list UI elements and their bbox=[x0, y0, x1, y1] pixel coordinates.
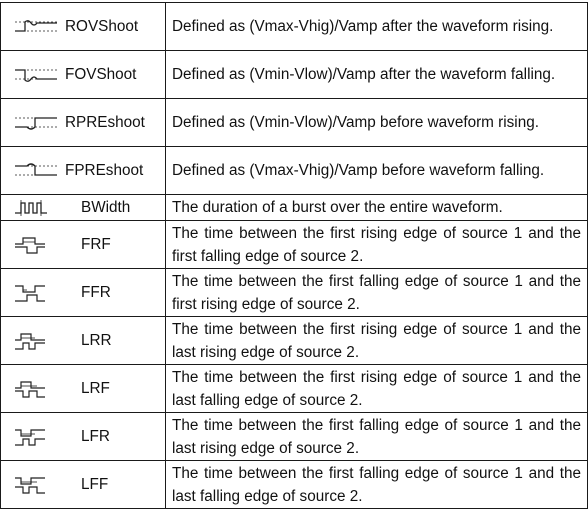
measurement-label: LFF bbox=[81, 475, 109, 493]
measurement-description: The duration of a burst over the entire waveform. bbox=[166, 195, 588, 221]
table-row bbox=[1, 317, 588, 365]
measurement-label: FRF bbox=[81, 235, 111, 253]
measurement-description: Defined as (Vmin-Vlow)/Vamp after the waveform falling. bbox=[166, 51, 588, 99]
burst-width-icon bbox=[13, 198, 59, 218]
measurement-label: LRR bbox=[81, 331, 112, 349]
measurement-description: Defined as (Vmin-Vlow)/Vamp before waveform rising. bbox=[166, 99, 588, 147]
measurement-label: BWidth bbox=[81, 198, 131, 216]
table-row bbox=[1, 413, 588, 461]
table-row bbox=[1, 99, 588, 147]
rising-overshoot-icon bbox=[13, 17, 59, 37]
name-cell bbox=[1, 51, 166, 99]
measurement-label: ROVShoot bbox=[65, 17, 139, 35]
name-cell bbox=[1, 99, 166, 147]
name-cell bbox=[1, 461, 166, 509]
measurement-description: The time between the first falling edge of source 1 and the first rising edge of source 2. bbox=[166, 269, 588, 317]
name-cell bbox=[1, 317, 166, 365]
name-cell bbox=[1, 195, 166, 221]
table-row bbox=[1, 3, 588, 51]
measurement-description: The time between the first falling edge of source 1 and the last rising edge of source 2. bbox=[166, 413, 588, 461]
measurement-description: The time between the first falling edge of source 1 and the last falling edge of source 2. bbox=[166, 461, 588, 509]
delay-lrr-icon bbox=[13, 331, 59, 351]
table-row bbox=[1, 269, 588, 317]
name-cell bbox=[1, 365, 166, 413]
table-row bbox=[1, 365, 588, 413]
table-row bbox=[1, 221, 588, 269]
delay-lrf-icon bbox=[13, 379, 59, 399]
table-row bbox=[1, 195, 588, 221]
measurement-label: FPREshoot bbox=[65, 161, 144, 179]
table-row bbox=[1, 147, 588, 195]
measurement-label: FOVShoot bbox=[65, 65, 137, 83]
name-cell bbox=[1, 221, 166, 269]
name-cell bbox=[1, 413, 166, 461]
name-cell bbox=[1, 269, 166, 317]
measurement-description: The time between the first rising edge of source 1 and the first falling edge of source 2. bbox=[166, 221, 588, 269]
measurement-description: Defined as (Vmax-Vhig)/Vamp after the waveform rising. bbox=[166, 3, 588, 51]
delay-ffr-icon bbox=[13, 283, 59, 303]
table-row bbox=[1, 51, 588, 99]
delay-frf-icon bbox=[13, 235, 59, 255]
measurement-table bbox=[0, 2, 588, 509]
measurement-label: RPREshoot bbox=[65, 113, 145, 131]
name-cell bbox=[1, 3, 166, 51]
measurement-description: Defined as (Vmax-Vhig)/Vamp before waveform falling. bbox=[166, 147, 588, 195]
table-row bbox=[1, 461, 588, 509]
falling-preshoot-icon bbox=[13, 161, 59, 181]
falling-overshoot-icon bbox=[13, 65, 59, 85]
measurement-label: FFR bbox=[81, 283, 111, 301]
measurement-label: LRF bbox=[81, 379, 110, 397]
measurement-description: The time between the first rising edge of source 1 and the last falling edge of source 2. bbox=[166, 365, 588, 413]
measurement-label: LFR bbox=[81, 427, 110, 445]
name-cell bbox=[1, 147, 166, 195]
rising-preshoot-icon bbox=[13, 113, 59, 133]
delay-lff-icon bbox=[13, 475, 59, 495]
delay-lfr-icon bbox=[13, 427, 59, 447]
measurement-description: The time between the first rising edge of source 1 and the last rising edge of source 2. bbox=[166, 317, 588, 365]
